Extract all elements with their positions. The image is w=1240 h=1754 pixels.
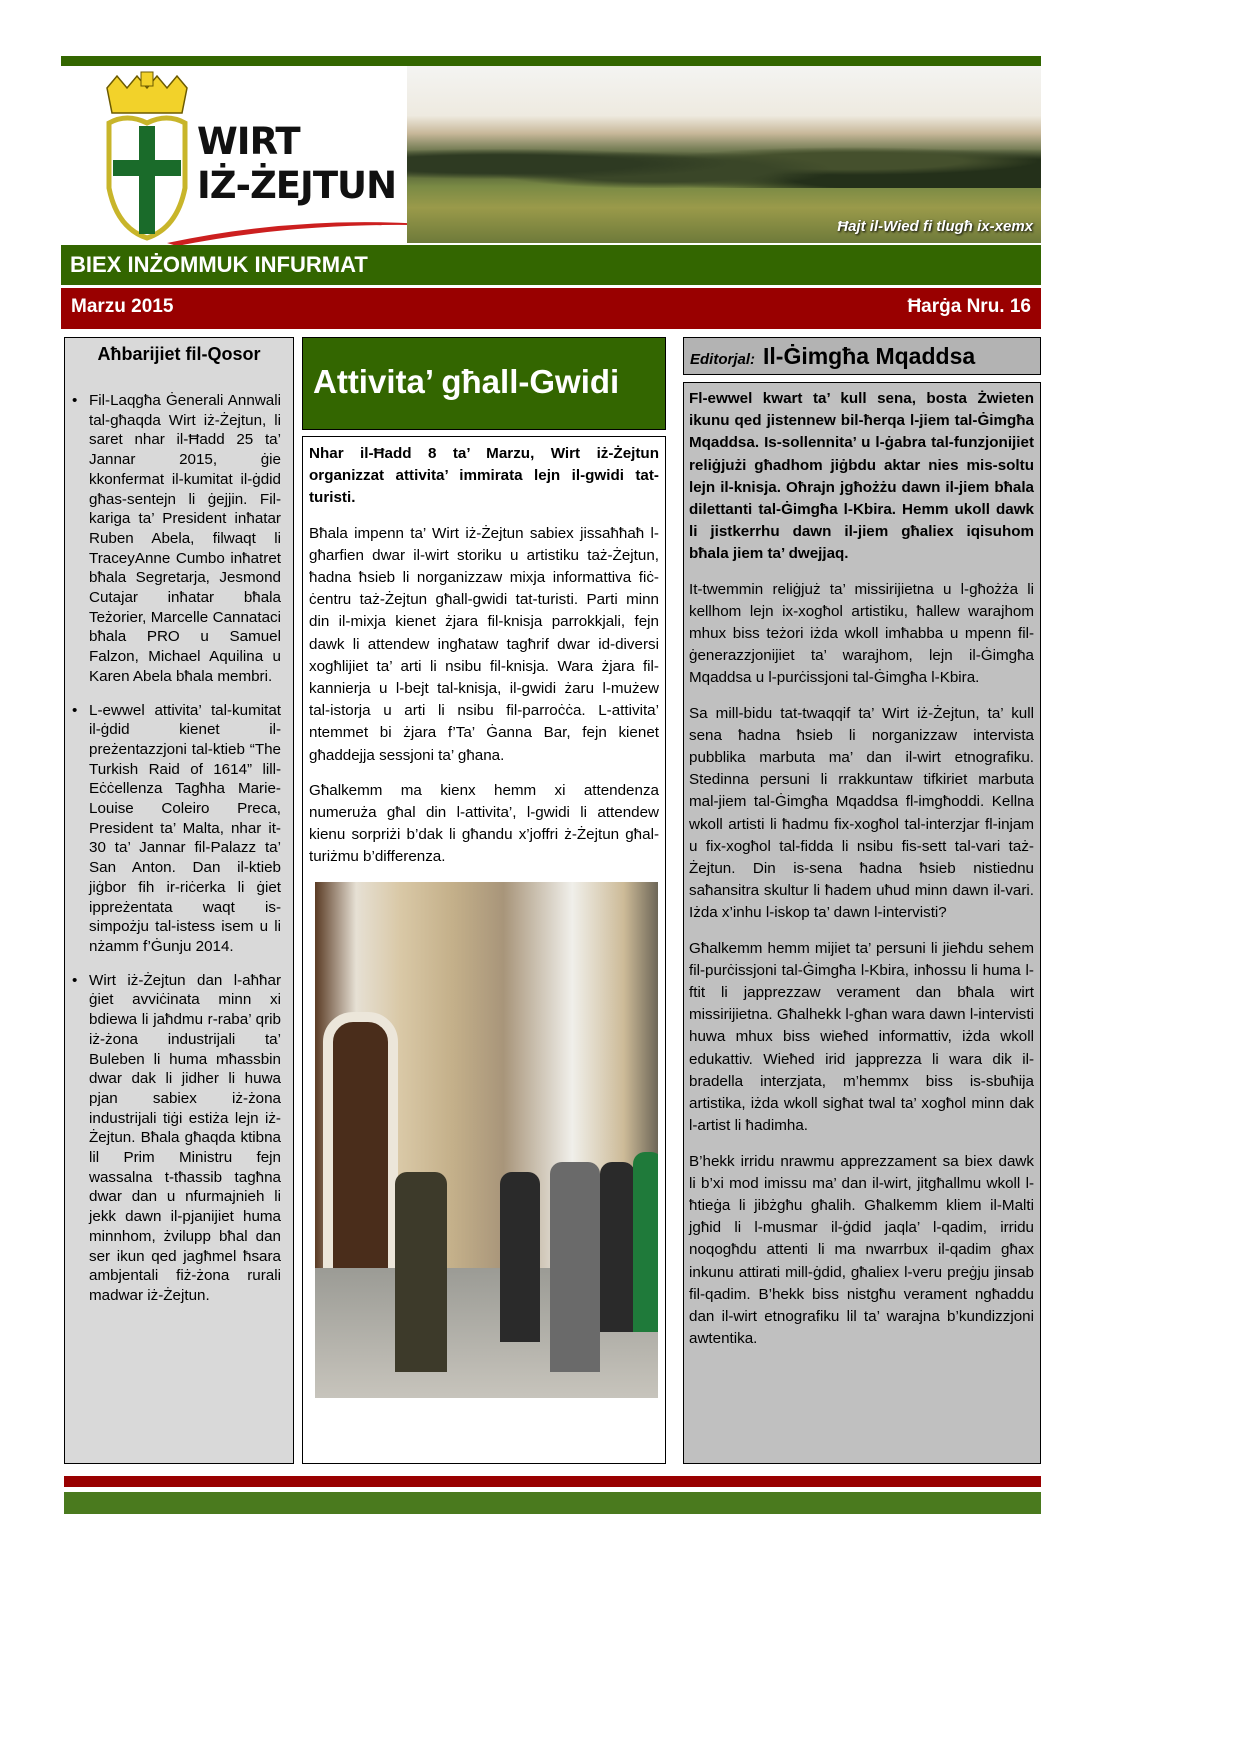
photo-person: [633, 1152, 658, 1332]
news-item-text: Wirt iż-Żejtun dan l-aħħar ġiet avviċinata minn xi bdiewa li jaħdmu r-raba’ qrib iż-żona industrijali ta’ Buleben li huma mħassbin dwar dak li jidher li huwa pjan sabiex iż-żona industrijali tiġi estiża lejn iż-Żejtun. Bħala għaqda ktibna lil Prim Ministru fejn wassalna t-tħassib tagħna dwar dan u nfurmajnieh li jekk dawn il-pjanijiet huma minnhom, żvilupp bħal dan ser ikun qed jagħmel ħsara ambjentali fiż-żona rurali madwar iż-Żejtun.: [89, 971, 281, 1304]
bullet-icon: •: [72, 392, 78, 409]
editorial-title: Il-Ġimgħa Mqaddsa: [763, 343, 976, 369]
news-in-brief-box: [64, 337, 294, 1464]
photo-person: [395, 1172, 447, 1372]
news-item: [72, 391, 281, 687]
photo-person: [550, 1162, 600, 1372]
logo-line-2: IŻ-ŻEJTUN: [197, 164, 397, 207]
photo-person: [500, 1172, 540, 1342]
news-in-brief-title: Aħbarijiet fil-Qosor: [97, 344, 261, 364]
article-box: [302, 436, 666, 1464]
photo-person: [600, 1162, 635, 1332]
footer-green-rule: [64, 1492, 1041, 1514]
editorial-lead: Fl-ewwel kwart ta’ kull sena, bosta Żwieten ikunu qed jistennew bil-ħerqa l-jiem tal-Ġimgħa Mqaddsa. Is-sollennita’ u l-ġabra tal-funzjonijiet reliġjużi għadhom jiġbdu aktar nies mis-soltu lejn il-knisja. Oħrajn jgħożżu dawn il-jiem bħala dilettanti tal-Ġimgħa l-Kbira. Hemm ukoll dawk li jistkerrhu dawn il-jiem għaliex iqisuhom bħala jiem ta’ dwejjaq.: [689, 390, 1034, 563]
news-item-text: L-ewwel attivita’ tal-kumitat il-ġdid kienet il-preżentazzjoni tal-ktieb “The Turkish Raid of 1614” lill-Eċċellenza Tagħha Marie-Louise Coleiro Preca, President ta’ Malta, nhar it-30 ta’ Jannar fil-Palazz ta’ San Anton. Dan il-ktieb jiġbor fih ir-riċerka li ġiet ippreżentata waqt is-simpożju tal-istess isem u li nżamm f’Ġunju 2014.: [89, 701, 281, 955]
editorial-paragraph: B’hekk irridu nrawmu apprezzament sa biex dawk li b’xi mod imissu ma’ dan il-wirt, jitgħallmu wkoll l-ħtieġa li jibżgħu għalih. Għalkemm kliem il-Malti jgħid li l-musmar il-ġdid jaqla’ l-qadim, irridu noqogħdu attenti li ma nwarrbux il-qadim għax inkunu attirati mill-ġdid, għaliex l-veru preġju jinsab fil-qadim. B’hekk biss nistgħu verament ngħaddu dan il-wirt etnografiku lil ta’ warajna b’kundizzjoni awtentika.: [689, 1152, 1034, 1348]
article-photo: [315, 882, 658, 1398]
issue-number: Ħarġa Nru. 16: [907, 296, 1031, 317]
article-title: Attivita’ għall-Gwidi: [302, 337, 666, 430]
hero-trees: [407, 128, 1041, 188]
bullet-icon: •: [72, 971, 78, 989]
editorial-paragraph: Sa mill-bidu tat-twaqqif ta’ Wirt iż-Żejtun, ta’ kull sena ħadna ħsieb li norganizzaw intervista pubblika marbuta ma’ dan il-wirt etnografiku. Stedinna persuni li rrakkuntaw tifkiriet marbuta mal-jiem tal-Ġimgħa Mqaddsa fl-imgħoddi. Kellna wkoll artisti li ħadmu fix-xogħol tal-interzjar fl-injam u fix-xogħol tal-fidda li nsibu fis-sett tal-vari taż-Żejtun. Din is-sena ħadna ħsieb nistiednu saħansitra skultur li ħadem uħud minn dawn il-vari. Iżda x’inhu l-iskop ta’ dawn l-intervisti?: [689, 704, 1034, 922]
news-item: [72, 971, 281, 1306]
hero-photo: [407, 66, 1041, 243]
editorial-box: [683, 382, 1041, 1464]
news-item-text: Fil-Laqgħa Ġenerali Annwali tal-għaqda Wirt iż-Żejtun, li saret nhar il-Ħadd 25 ta’ Jannar 2015, ġie kkonfermat il-kumitat il-ġdid għas-sentejn li ġejjin. Fil-kariga ta’ President inħatar Ruben Abela, filwaqt li TraceyAnne Cumbo inħatret bħala Segretarja, Jesmond Cutajar inħatar bħala Teżorier, Marcelle Cannataci bħala PRO u Samuel Falzon, Michael Aquilina u Karen Abela bħala membri.: [89, 392, 281, 685]
issue-bar: [61, 288, 1041, 329]
tagline-bar: BIEX INŻOMMUK INFURMAT: [61, 245, 1041, 285]
article-lead: Nhar il-Ħadd 8 ta’ Marzu, Wirt iż-Żejtun organizzat attivita’ immirata lejn il-gwidi tat-turisti.: [309, 445, 659, 507]
editorial-paragraph: It-twemmin reliġjuż ta’ missirijietna u l-għożża li kellhom lejn ix-xogħol artistiku, ħallew warajhom mhux biss teżori iżda wkoll imħabba u mpenn fil-ġenerazzjonijiet ta’ warajhom, lejn il-Ġimgħa Mqaddsa u l-purċissjoni tal-Ġimgħa l-Kbira.: [689, 580, 1034, 687]
article-paragraph: Għalkemm ma kienx hemm xi attendenza numeruża għal din l-attivita’, l-gwidi li attendew kienu sorpriżi b’dak li għandu x’joffri ż-Żejtun għal-turiżmu b’differenza.: [309, 781, 659, 866]
issue-date: Marzu 2015: [71, 296, 174, 317]
editorial-header: [683, 337, 1041, 375]
article-paragraph: Bħala impenn ta’ Wirt iż-Żejtun sabiex jissaħħaħ l-għarfien dwar il-wirt storiku u artistiku taż-Żejtun, ħadna ħsieb li norganizzaw mixja informattiva fiċ-ċentru taż-Żejtun għall-gwidi tat-turisti. Parti minn din il-mixja kienet żjara fil-knisja parrokkjali, fejn dawk li attendew ingħataw tagħrif dwar id-diversi xogħlijiet ta’ arti li nsibu fil-knisja. Wara żjara fil-kannierja u l-bejt tal-knisja, il-gwidi żaru l-mużew tal-istorja u arti li nsibu fil-parroċċa. L-attivita’ ntemmet bi żjara f’Ta’ Ġanna Bar, fejn kienet għaddejja sessjoni ta’ għana.: [309, 524, 659, 764]
bullet-icon: •: [72, 701, 78, 719]
news-item: [72, 701, 281, 957]
top-green-rule: [61, 56, 1041, 66]
logo: [97, 68, 402, 242]
editorial-label: Editorjal:: [690, 351, 756, 368]
news-list: [65, 391, 293, 1306]
editorial-paragraph: Għalkemm hemm mijiet ta’ persuni li jieħdu sehem fil-purċissjoni tal-Ġimgħa l-Kbira, inħossu li huma l-ftit li japprezzaw verament dan bħala wirt missirijietna. Għalhekk l-għan wara dawn l-intervisti huwa mhux biss wieħed informattiv, iżda wkoll edukattiv. Wieħed irid japprezza li wara dik il-bradella interzjata, m’hemmx biss is-sbuħija artistika, iżda wkoll sigħat twal ta’ xogħol minn dak l-artist li ħadimha.: [689, 939, 1034, 1135]
hero-caption: Ħajt il-Wied fi tlugħ ix-xemx: [837, 218, 1033, 235]
footer-red-rule: [64, 1476, 1041, 1487]
logo-line-1: WIRT: [197, 120, 300, 163]
